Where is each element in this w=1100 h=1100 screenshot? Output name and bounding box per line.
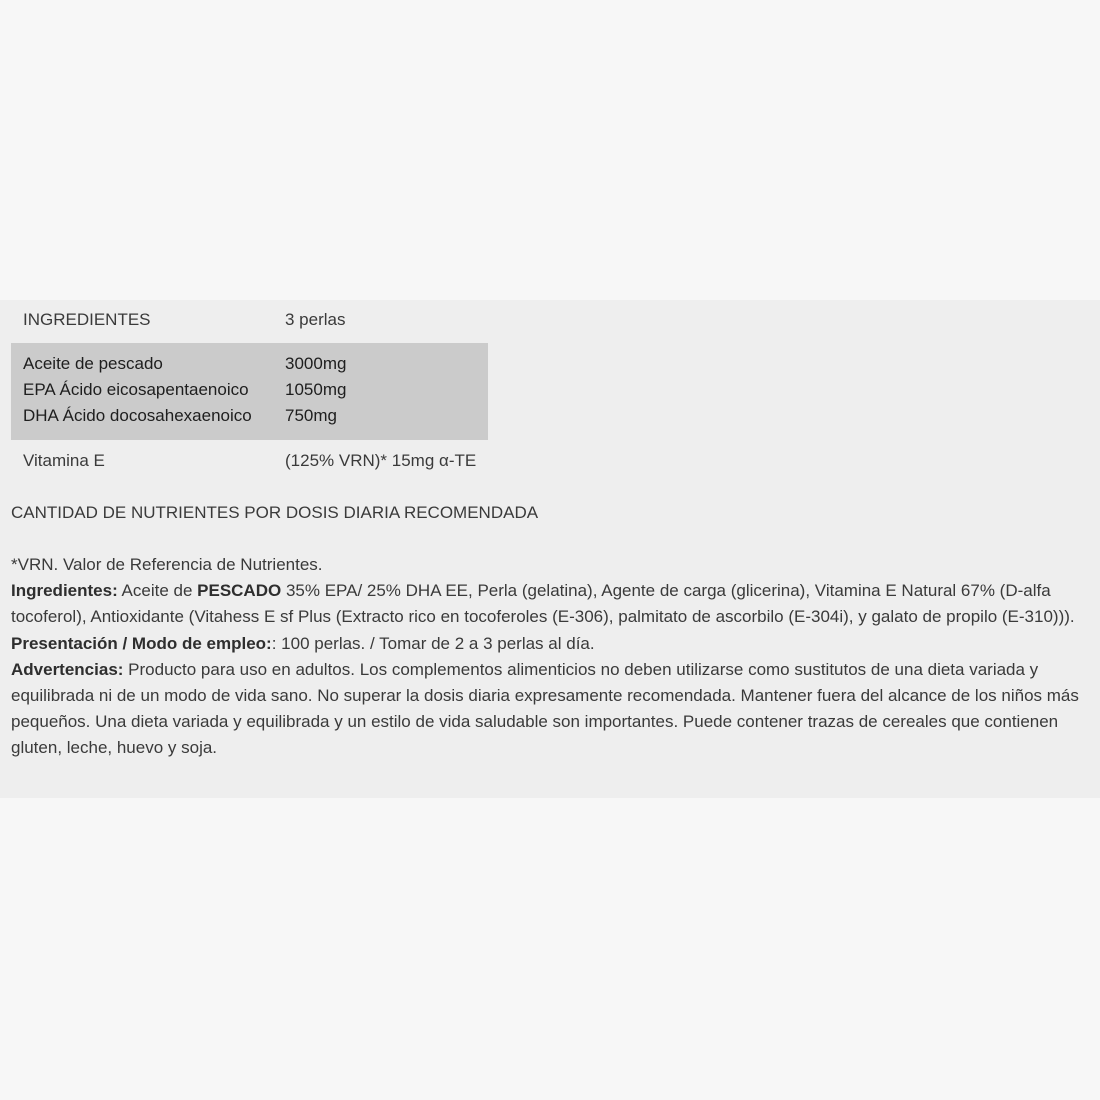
presentation-text: : 100 perlas. / Tomar de 2 a 3 perlas al día.	[271, 633, 595, 653]
table-row	[11, 351, 488, 377]
highlighted-rows-block	[11, 343, 488, 440]
vrn-note: *VRN. Valor de Referencia de Nutrientes.	[11, 555, 323, 574]
presentation-label: Presentación / Modo de empleo:	[11, 633, 272, 653]
warnings-paragraph	[11, 657, 1081, 762]
row-value: 750mg	[285, 406, 337, 425]
presentation-paragraph	[11, 631, 1081, 657]
product-description	[11, 552, 1081, 762]
ingredients-paragraph	[11, 578, 1081, 630]
vitamin-row	[11, 448, 488, 474]
product-info-panel	[0, 300, 1100, 798]
ingredients-label: Ingredientes:	[11, 581, 118, 601]
warnings-label: Advertencias:	[11, 659, 124, 679]
warnings-text: Producto para uso en adultos. Los complementos alimenticios no deben utilizarse como sustitutos de una dieta variada y equilibrada ni de un modo de vida sano. No superar la dosis diaria expresamente recomendada. Mantener fuera del alcance de los niños más pequeños. Una dieta variada y equilibrada y un estilo de vida saludable son importantes. Puede contener trazas de cereales que contienen gluten, leche, huevo y soja.	[11, 659, 1079, 758]
row-value: 3000mg	[285, 354, 347, 373]
table-header-label: INGREDIENTES	[23, 310, 151, 329]
ingredients-text-after: 35% EPA/ 25% DHA EE, Perla (gelatina), Agente de carga (glicerina), Vitamina E Natural 67% (D-alfa tocoferol), Antioxidante (Vitahess E sf Plus (Extracto rico en tocoferoles (E-306), palmitato de ascorbilo (E-304i), y galato de propilo (E-310))).	[11, 581, 1075, 627]
nutrients-title: CANTIDAD DE NUTRIENTES POR DOSIS DIARIA RECOMENDADA	[11, 503, 539, 522]
row-label: DHA Ácido docosahexaenoico	[23, 406, 252, 425]
table-row	[11, 403, 488, 429]
vitamin-label: Vitamina E	[23, 451, 105, 470]
table-row	[11, 377, 488, 403]
row-label: Aceite de pescado	[23, 354, 163, 373]
table-header-value: 3 perlas	[285, 310, 346, 329]
ingredients-text-before: Aceite de	[117, 581, 198, 601]
vitamin-value: (125% VRN)* 15mg α-TE	[285, 451, 477, 470]
row-value: 1050mg	[285, 380, 347, 399]
row-label: EPA Ácido eicosapentaenoico	[23, 380, 249, 399]
ingredients-highlight: PESCADO	[197, 581, 282, 601]
table-header-row	[11, 307, 488, 333]
